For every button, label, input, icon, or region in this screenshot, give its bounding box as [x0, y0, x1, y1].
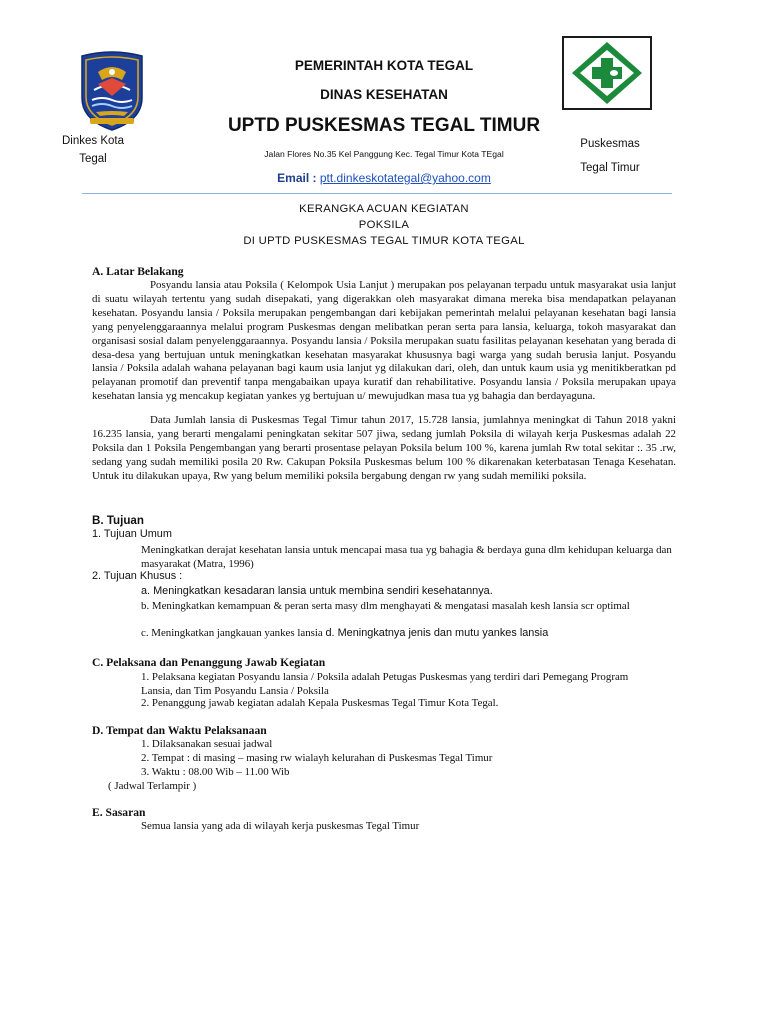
tujuan-khusus-d: d. Meningkatnya jenis dan mutu yankes lansia [325, 627, 549, 639]
left-caption-line1: Dinkes Kota [61, 135, 124, 147]
section-e-heading: E. Sasaran [92, 806, 146, 819]
left-caption-line2: Tegal [79, 153, 107, 165]
pelaksana-item-2: 2. Penanggung jawab kegiatan adalah Kepala Puskesmas Tegal Timur Kota Tegal. [141, 697, 499, 709]
header-divider [82, 193, 672, 194]
email-label: Email : [277, 171, 317, 185]
tempat-item-2: 2. Tempat : di masing – masing rw wialayh kelurahan di Puskesmas Tegal Timur [141, 752, 493, 764]
pelaksana-item-1: 1. Pelaksana kegiatan Posyandu lansia / Poksila adalah Petugas Puskesmas yang terdiri dari Pemegang Program Lansia, dan Tim Posyandu Lansia / Poksila [141, 671, 629, 697]
address: Jalan Flores No.35 Kel Panggung Kec. Tegal Timur Kota TEgal [264, 149, 504, 159]
doc-title-line3: DI UPTD PUSKESMAS TEGAL TIMUR KOTA TEGAL [243, 235, 525, 247]
tujuan-khusus-c: c. Meningkatkan jangkauan yankes lansia [141, 627, 323, 639]
tempat-item-1: 1. Dilaksanakan sesuai jadwal [141, 738, 273, 750]
email-link[interactable]: ptt.dinkeskotategal@yahoo.com [319, 171, 491, 185]
tempat-item-3: 3. Waktu : 08.00 Wib – 11.00 Wib [141, 766, 290, 778]
section-a-paragraph-1 [92, 279, 676, 404]
tujuan-umum-text: Meningkatkan derajat kesehatan lansia untuk mencapai masa tua yg bahagia & berdaya guna dlm kehidupan keluarga dan masyarakat (Matra, 1996) [141, 544, 672, 570]
department-name: DINAS KESEHATAN [320, 87, 448, 102]
tujuan-khusus-cd [141, 627, 548, 641]
doc-title-line2: POKSILA [358, 219, 410, 231]
section-a-heading: A. Latar Belakang [92, 265, 184, 278]
section-b-heading: B. Tujuan [92, 514, 144, 527]
tujuan-umum-label: 1. Tujuan Umum [92, 528, 172, 540]
tujuan-khusus-b: b. Meningkatkan kemampuan & peran serta masy dlm menghayati & mengatasi masalah kesh lansia scr optimal [141, 600, 630, 612]
right-caption-line1: Puskesmas [580, 138, 640, 150]
organization-name: UPTD PUSKESMAS TEGAL TIMUR [227, 115, 541, 136]
right-caption-line2: Tegal Timur [580, 162, 640, 174]
tujuan-khusus-label: 2. Tujuan Khusus : [92, 570, 183, 582]
doc-title-line1: KERANGKA ACUAN KEGIATAN [299, 203, 469, 215]
section-c-heading: C. Pelaksana dan Penanggung Jawab Kegiatan [92, 656, 326, 669]
email-row [0, 171, 768, 185]
section-a-paragraph-2 [92, 414, 676, 484]
jadwal-note: ( Jadwal Terlampir ) [108, 780, 197, 792]
section-a-paragraph-1-text: Posyandu lansia atau Poksila ( Kelompok Usia Lanjut ) merupakan pos pelayanan terpadu untuk masyarakat usia lanjut di suatu wilayah tertentu yang sudah disepakati, yang digerakkan oleh masyarakat dimana mereka bisa mendapatkan pelayanan kesehatan. Posyandu lansia / Poksila merupakan pengembangan dari kebijakan pemerintah melalui pelayanan kesehatan bagi lansia yang penyelenggaraannya melalui program Puskesmas dengan melibatkan peran serta para lansia, keluarga, tokoh masyarakat dan organisasi sosial dalam penyelenggaraannya. Posyandu lansia / Poksila merupakan suatu fasilitas pelayanan kesehatan yang berada di desa-desa yang bertujuan untuk meningkatkan kesehatan masyarakat khususnya bagi warga yang sudah berusia lanjut. Posyandu lansia / Poksila adalah wahana pelayanan bagi kaum usia lanjut yg dilakukan dari, oleh, dan untuk kaum usia yg menitikberatkan pd pelayanan promotif dan preventif tanpa mengabaikan upaya kuratif dan rehabilitative. Posyandu lansia / Poksila merupakan upaya kesehatan lansia yg mencakup kegiatan yankes yg bertujuan u/ mewujudkan masa tua yg bahagia dan berdayaguna. [92, 279, 676, 403]
tujuan-khusus-a: a. Meningkatkan kesadaran lansia untuk membina sendiri kesehatannya. [141, 585, 493, 597]
section-d-heading: D. Tempat dan Waktu Pelaksanaan [92, 724, 267, 737]
government-name: PEMERINTAH KOTA TEGAL [294, 58, 474, 73]
section-a-paragraph-2-text: Data Jumlah lansia di Puskesmas Tegal Timur tahun 2017, 15.728 lansia, jumlahnya meningkat di Tahun 2018 yakni 16.235 lansia, yang berarti mengalami peningkatan sekitar 507 jiwa, sedang jumlah Poksila di wilayah kerja Puskesmas adalah 22 Poksila dan 1 Poksila Pengembangan yang berarti prosentase pelayan Poksila belum 100 %, karena jumlah Rw total sekitar :. 35 .rw, sedang yang sudah memiliki posila 20 Rw. Cakupan Poksila Puskesmas belum 100 % dikarenakan keterbatasan Tenaga Kesehatan. Untuk itu dilakukan upaya, Rw yang belum memiliki poksila bergabung dengan rw yang sudah memiliki poksila. [92, 414, 676, 482]
sasaran-text: Semua lansia yang ada di wilayah kerja puskesmas Tegal Timur [141, 820, 420, 832]
